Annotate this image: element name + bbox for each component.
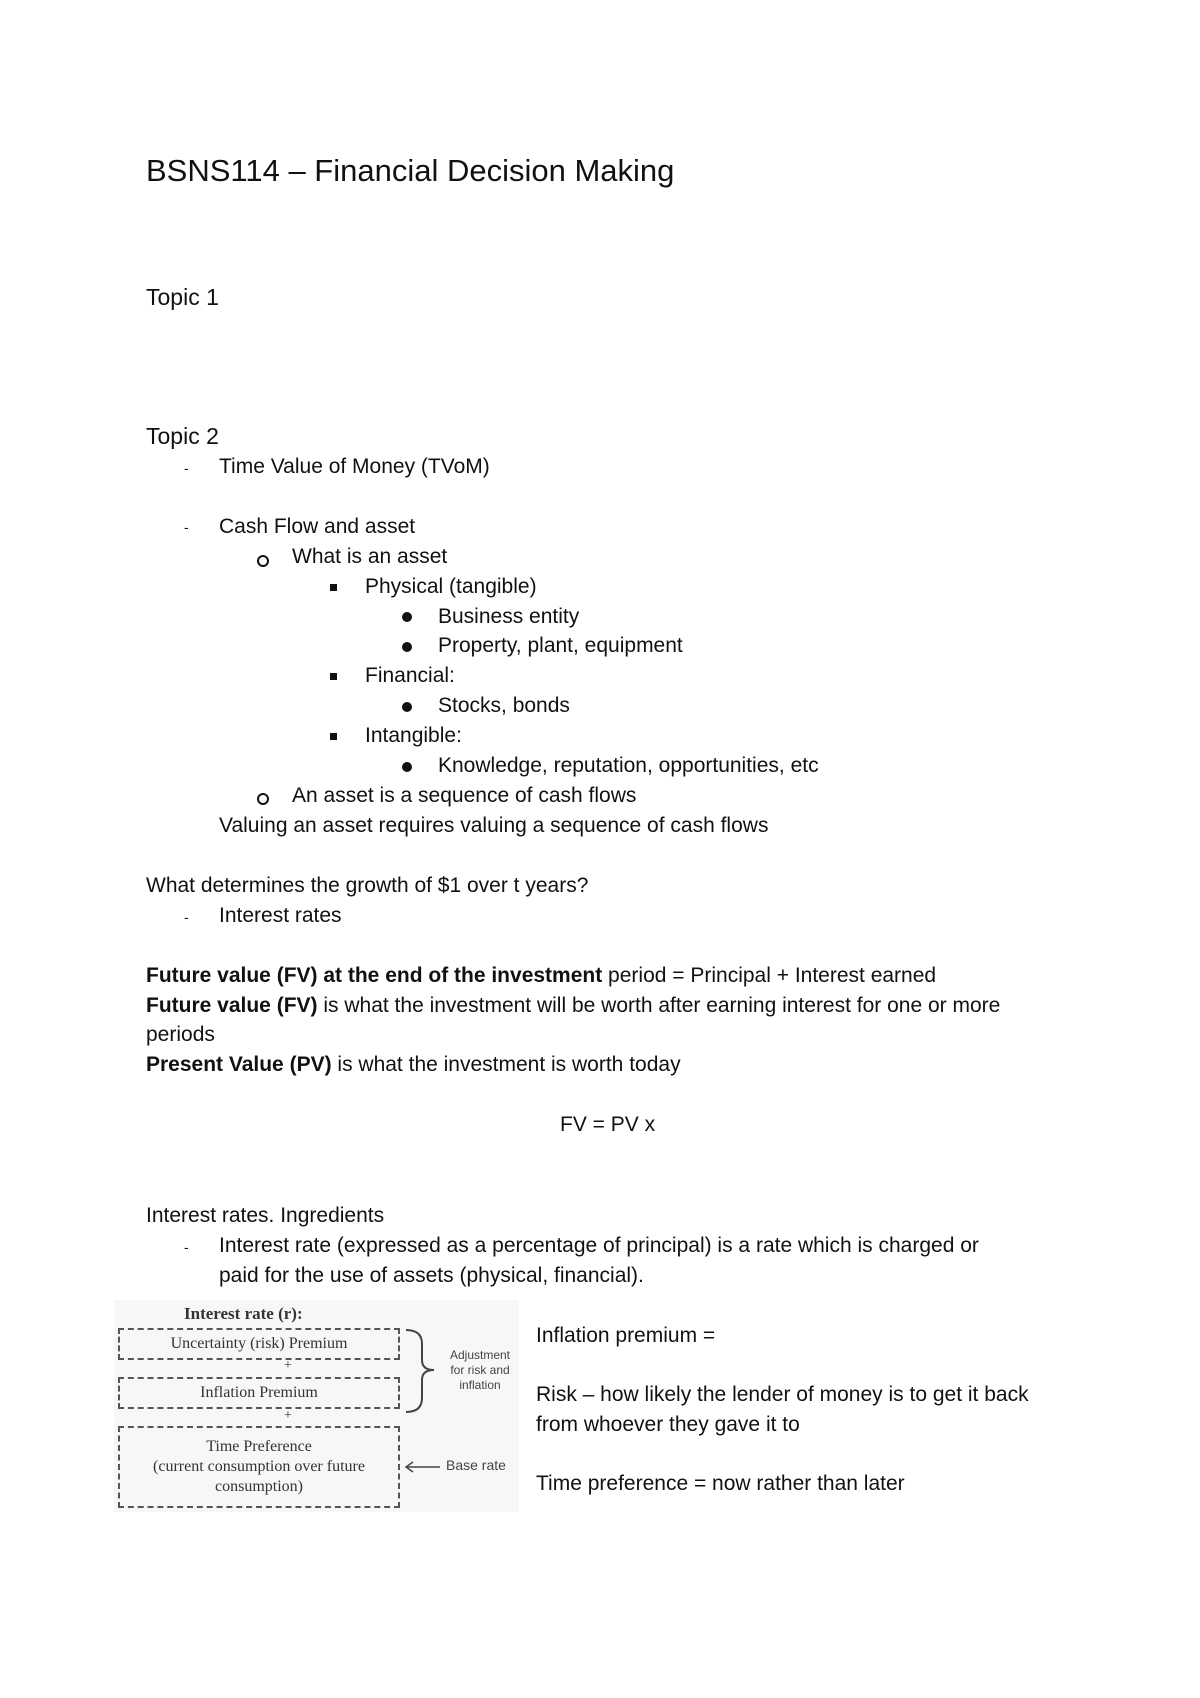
plus-sign: +: [284, 1408, 292, 1423]
time-preference-note: Time preference = now rather than later: [536, 1472, 905, 1495]
diagram-header: Interest rate (r):: [184, 1304, 303, 1323]
pv-definition-text: is what the investment is worth today: [331, 1053, 681, 1076]
square-bullet: [330, 584, 337, 591]
plus-sign: +: [284, 1358, 292, 1373]
fv-term-1: Future value (FV) at the end of the investment: [146, 964, 603, 987]
list-item-stocks-bonds: Stocks, bonds: [438, 694, 570, 717]
growth-answer: Interest rates: [219, 904, 342, 927]
adjustment-note: [442, 1348, 518, 1393]
list-item-sequence: An asset is a sequence of cash flows: [292, 784, 637, 807]
dash-bullet: -: [184, 909, 189, 925]
list-item-physical: Physical (tangible): [365, 575, 537, 598]
list-item-what-is-asset: What is an asset: [292, 545, 448, 568]
risk-note-line-2: from whoever they gave it to: [536, 1413, 800, 1436]
square-bullet: [330, 733, 337, 740]
topic1-heading: Topic 1: [146, 284, 219, 310]
list-item-ppe: Property, plant, equipment: [438, 634, 683, 657]
topic2-heading: Topic 2: [146, 423, 219, 449]
fv-term-2: Future value (FV): [146, 994, 318, 1017]
square-bullet: [330, 673, 337, 680]
ingredients-line-2: paid for the use of assets (physical, financial).: [219, 1264, 644, 1287]
interest-rate-diagram: [114, 1300, 519, 1512]
list-item-knowledge: Knowledge, reputation, opportunities, etc: [438, 754, 819, 777]
curly-brace-icon: [402, 1328, 442, 1414]
list-item-business-entity: Business entity: [438, 605, 580, 628]
growth-question: What determines the growth of $1 over t years?: [146, 874, 589, 897]
fv-definition-2-text: is what the investment will be worth after earning interest for one or more: [317, 994, 1001, 1017]
dash-bullet: -: [184, 460, 189, 476]
time-preference-box: [118, 1426, 400, 1508]
pv-definition: [146, 1051, 681, 1079]
fv-definition-1: [146, 962, 936, 990]
list-item-financial: Financial:: [365, 664, 455, 687]
pv-term: Present Value (PV): [146, 1053, 332, 1076]
document-title: BSNS114 – Financial Decision Making: [146, 153, 675, 188]
dot-bullet: [402, 702, 412, 712]
dot-bullet: [402, 612, 412, 622]
list-item-intangible: Intangible:: [365, 724, 462, 747]
ingredients-heading: Interest rates. Ingredients: [146, 1204, 385, 1227]
fv-formula: FV = PV x: [560, 1113, 656, 1136]
valuing-note: Valuing an asset requires valuing a sequence of cash flows: [219, 814, 769, 837]
dash-bullet: -: [184, 1239, 189, 1255]
list-item-tvom: Time Value of Money (TVoM): [219, 455, 490, 478]
fv-definition-2: [146, 992, 1000, 1020]
fv-definition-2-cont: periods: [146, 1023, 215, 1046]
dash-bullet: -: [184, 519, 189, 535]
time-preference-detail-cont: consumption): [215, 1478, 303, 1495]
circle-bullet: [257, 555, 269, 567]
adjustment-note-line-3: inflation: [459, 1378, 501, 1392]
circle-bullet: [257, 793, 269, 805]
dot-bullet: [402, 642, 412, 652]
fv-definition-1-text: period = Principal + Interest earned: [602, 964, 937, 987]
time-preference-label: Time Preference: [206, 1438, 312, 1455]
list-item-cashflow: Cash Flow and asset: [219, 515, 416, 538]
dot-bullet: [402, 762, 412, 772]
base-rate-label: Base rate: [446, 1457, 506, 1473]
time-preference-detail: (current consumption over future: [153, 1458, 365, 1475]
risk-note-line-1: Risk – how likely the lender of money is to get it back: [536, 1383, 1029, 1406]
adjustment-note-line-2: for risk and: [450, 1363, 510, 1377]
ingredients-line-1: Interest rate (expressed as a percentage of principal) is a rate which is charged or: [219, 1234, 979, 1257]
adjustment-note-line-1: Adjustment: [449, 1348, 511, 1362]
arrow-left-icon: [402, 1460, 442, 1474]
uncertainty-premium-box: Uncertainty (risk) Premium: [118, 1328, 400, 1360]
inflation-premium-note: Inflation premium =: [536, 1324, 716, 1347]
inflation-premium-box: Inflation Premium: [118, 1377, 400, 1409]
